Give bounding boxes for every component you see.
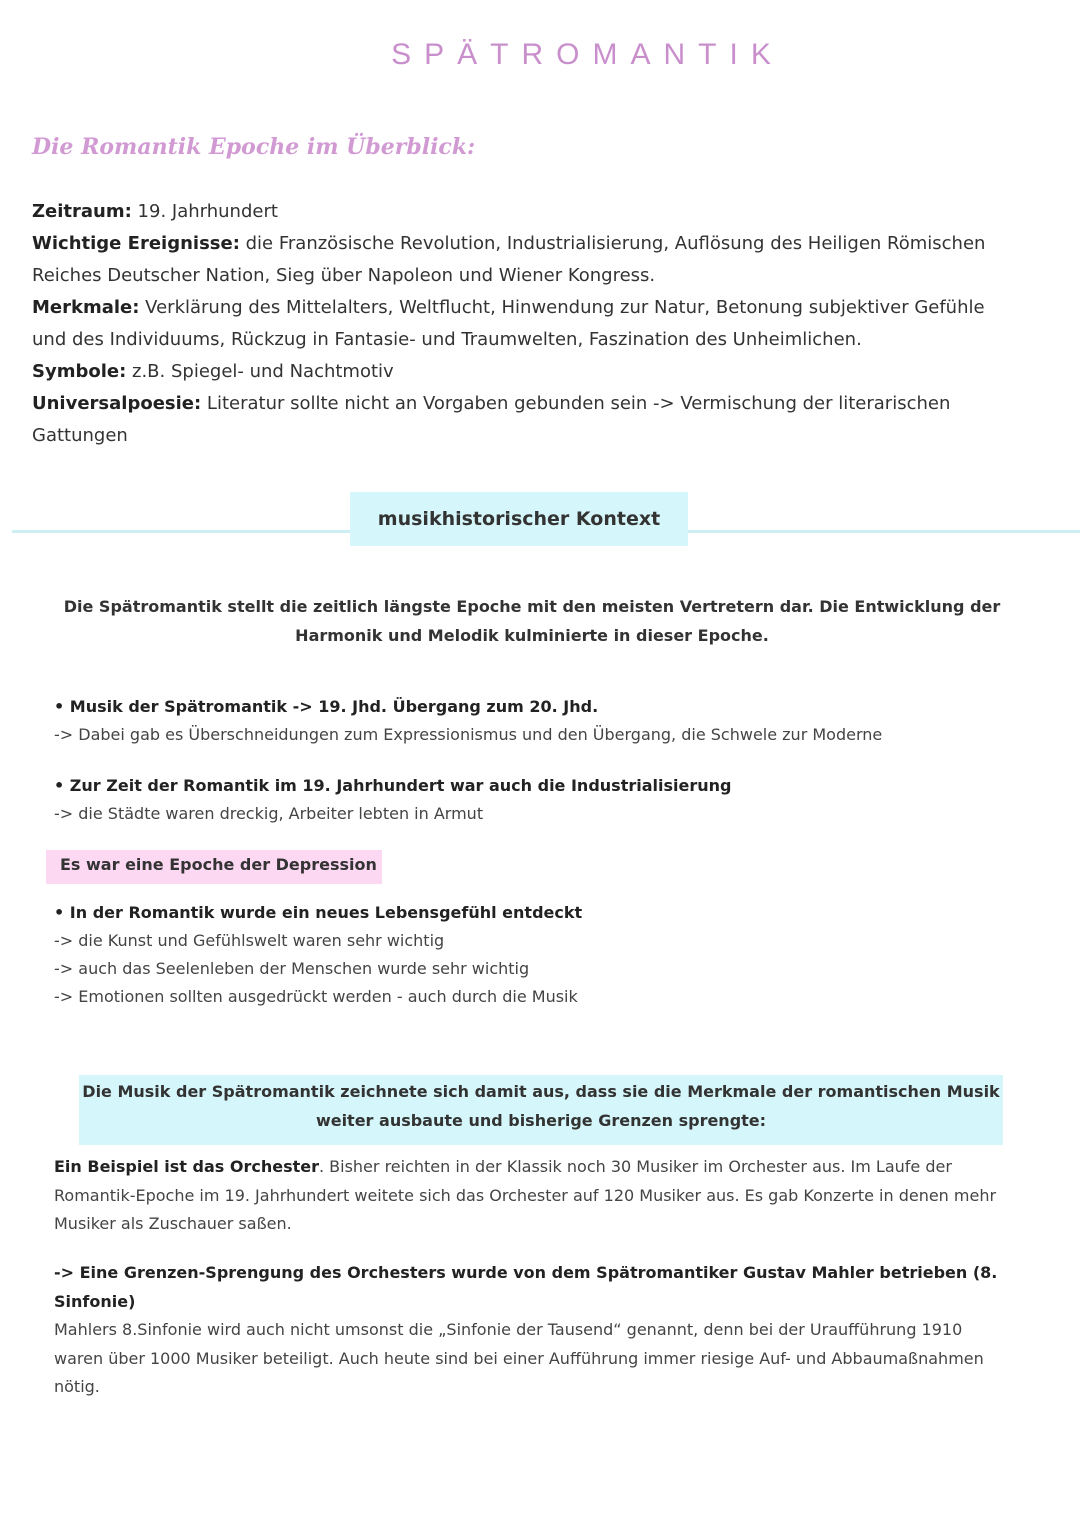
overview-section: [32, 196, 1022, 452]
ereignisse-text: die Französische Revolution, Industrialisierung, Auflösung des Heiligen Römischen Reiches Deutscher Nation, Sieg über Napoleon und Wiener Kongress.: [32, 233, 986, 286]
symbole-line: [32, 356, 1022, 388]
universal-label: Universalpoesie:: [32, 393, 202, 414]
intro-text: Die Spätromantik stellt die zeitlich längste Epoche mit den meisten Vertretern dar. Die Entwicklung der Harmonik und Melodik kulminierte in dieser Epoche.: [63, 597, 1001, 645]
paragraph-mahler: [54, 1259, 1014, 1402]
subtitle: Die Romantik Epoche im Überblick:: [32, 134, 476, 160]
universal-text: Literatur sollte nicht an Vorgaben gebunden sein -> Vermischung der literarischen Gattungen: [32, 393, 951, 446]
ereignisse-label: Wichtige Ereignisse:: [32, 233, 240, 254]
mahler-heading: [54, 1259, 1014, 1316]
bullet-line: -> auch das Seelenleben der Menschen wurde sehr wichtig: [54, 959, 530, 978]
bullet-industrialisierung: [54, 772, 1014, 828]
bullet-musik: [54, 693, 1014, 749]
bullet-head: • In der Romantik wurde ein neues Lebensgefühl entdeckt: [54, 903, 583, 922]
zeitraum-line: [32, 196, 1022, 228]
highlight-spaetromantik: Die Musik der Spätromantik zeichnete sich damit aus, dass sie die Merkmale der romantischen Musik weiter ausbaute und bisherige Grenzen sprengte:: [79, 1075, 1003, 1145]
symbole-label: Symbole:: [32, 361, 127, 382]
orchester-bold: Ein Beispiel ist das Orchester: [54, 1157, 319, 1176]
paragraph-orchester: [54, 1153, 1014, 1239]
bullet-line: -> die Kunst und Gefühlswelt waren sehr wichtig: [54, 931, 445, 950]
bullet-head: • Zur Zeit der Romantik im 19. Jahrhundert war auch die Industrialisierung: [54, 776, 732, 795]
bullet-lebensgefuehl: [54, 899, 1014, 1011]
symbole-text: z.B. Spiegel- und Nachtmotiv: [126, 361, 394, 382]
bullet-line: -> Dabei gab es Überschneidungen zum Expressionismus und den Übergang, die Schwele zur Moderne: [54, 725, 883, 744]
mahler-bold: -> Eine Grenzen-Sprengung des Orchesters wurde von dem Spätromantiker Gustav Mahler betrieben (8. Sinfonie): [54, 1263, 998, 1311]
orchester-text: [54, 1153, 1014, 1239]
universal-line: [32, 388, 1022, 452]
merkmale-label: Merkmale:: [32, 297, 140, 318]
merkmale-text: Verklärung des Mittelalters, Weltflucht, Hinwendung zur Natur, Betonung subjektiver Gefühle und des Individuums, Rückzug in Fantasie- und Traumwelten, Faszination des Unheimlichen.: [32, 297, 985, 350]
orchester-body: . Bisher reichten in der Klassik noch 30 Musiker im Orchester aus. Im Laufe der Romantik-Epoche im 19. Jahrhundert weitete sich das Orchester auf 120 Musiker aus. Es gab Konzerte in denen mehr Musiker als Zuschauer saßen.: [54, 1157, 997, 1233]
zeitraum-label: Zeitraum:: [32, 201, 132, 222]
merkmale-line: [32, 292, 1022, 356]
page-title: SPÄTROMANTIK: [391, 38, 784, 71]
ereignisse-line: [32, 228, 1022, 292]
mahler-body: Mahlers 8.Sinfonie wird auch nicht umsonst die „Sinfonie der Tausend“ genannt, denn bei der Uraufführung 1910 waren über 1000 Musiker beteiligt. Auch heute sind bei einer Aufführung immer riesige Auf- und Abbaumaßnahmen nötig.: [54, 1320, 984, 1396]
bullet-line: -> die Städte waren dreckig, Arbeiter lebten in Armut: [54, 804, 484, 823]
bullet-line: -> Emotionen sollten ausgedrückt werden - auch durch die Musik: [54, 987, 578, 1006]
bullet-head: • Musik der Spätromantik -> 19. Jhd. Übergang zum 20. Jhd.: [54, 697, 599, 716]
highlight-depression: Es war eine Epoche der Depression: [46, 850, 382, 884]
section-heading: musikhistorischer Kontext: [350, 492, 688, 546]
zeitraum-text: 19. Jahrhundert: [131, 201, 278, 222]
